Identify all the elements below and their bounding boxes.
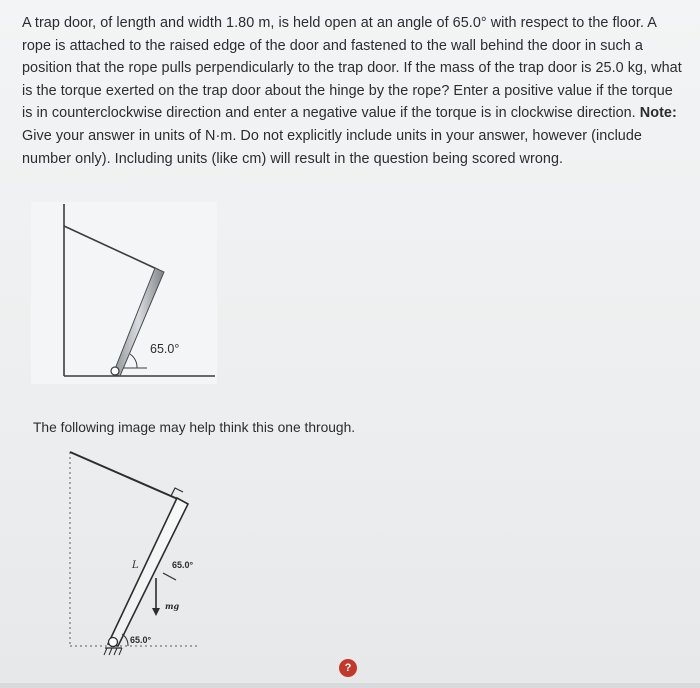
bottom-divider [0,683,700,688]
hinge-hatch-4 [119,648,122,655]
right-angle-marker [171,488,183,496]
weight-label: mg [165,601,180,611]
hinge-icon [109,638,118,647]
free-body-figure [60,440,210,665]
trap-door-figure [27,196,227,392]
angle-label: 65.0° [150,342,180,356]
question-icon: ? [344,662,352,674]
hinge-hatch-1 [104,648,107,655]
angle-top-label: 65.0° [172,560,194,570]
hinge-hatch-2 [109,648,112,655]
trap-door [108,498,188,646]
length-label: L [132,560,139,571]
hinge-icon [111,367,119,375]
question-part2: Give your answer in units of N·m. Do not explicitly include units in your answer, however (include number only). Including units (like cm) will result in the question being scored wrong. [22,127,642,167]
note-label: Note: [639,105,677,122]
hinge-hatch-3 [114,648,117,655]
hint-caption: The following image may help think this one through. [33,420,356,435]
rope-line [70,452,180,500]
weight-arrowhead [152,608,160,616]
reference-tick [163,573,176,580]
hint-button[interactable] [339,659,357,677]
angle-bottom-label: 65.0° [130,635,152,645]
question-part1: A trap door, of length and width 1.80 m, is held open at an angle of 65.0° with respect to the floor. A rope is attached to the raised edge of the door and fastened to the wall behind the door in such a position that the rope pulls perpendicularly to the trap door. If the mass of the trap door is 25.0 kg, what is the torque exerted on the trap door about the hinge by the rope? Enter a positive value if the torque is in counterclockwise direction and enter a negative value if the torque is in clockwise direction. [22,15,682,122]
question-text [22,12,682,170]
